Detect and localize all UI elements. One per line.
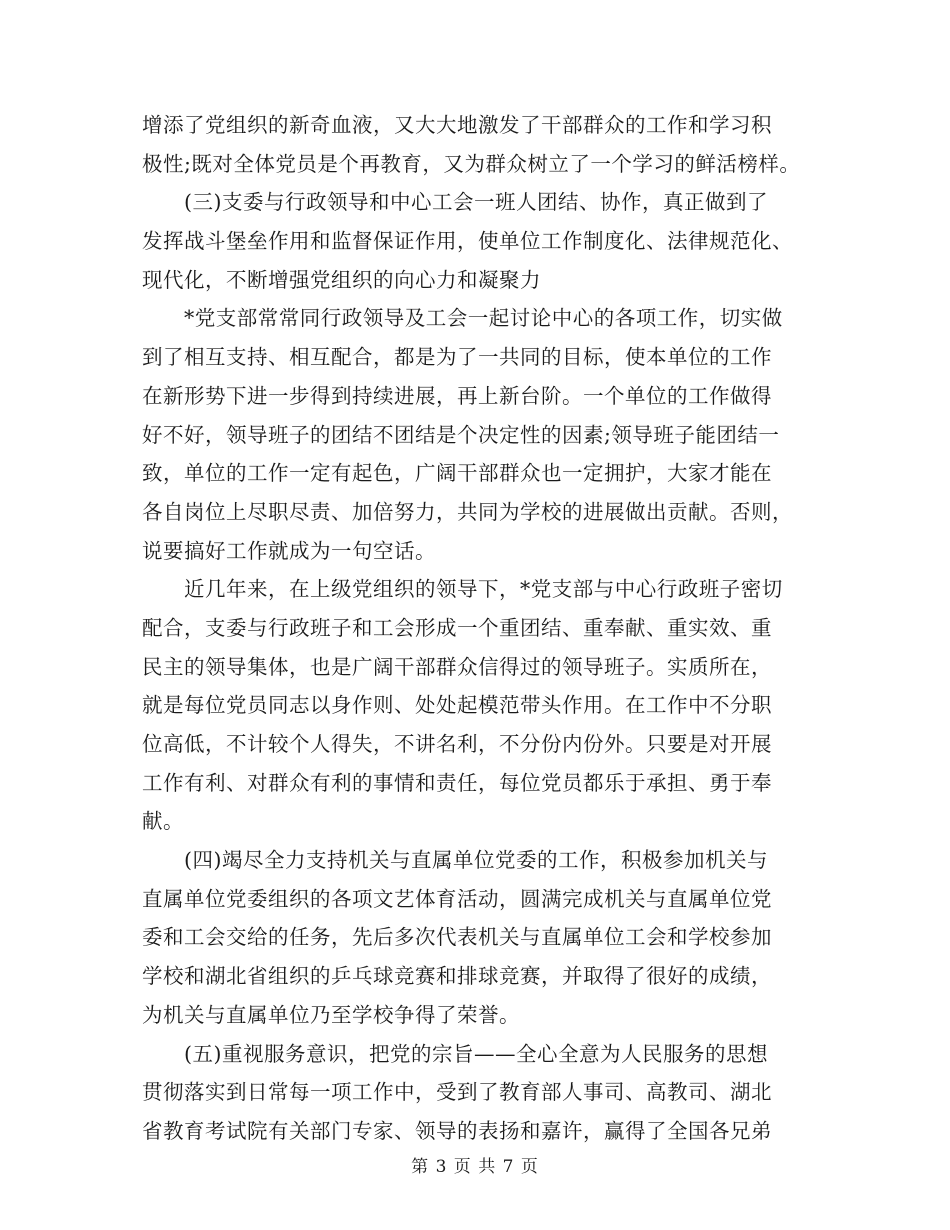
text-line: 省教育考试院有关部门专家、领导的表扬和嘉许，赢得了全国各兄弟 (142, 1118, 772, 1143)
document-body (142, 106, 822, 1151)
text-line: 贯彻落实到日常每一项工作中，受到了教育部人事司、高教司、湖北 (142, 1080, 772, 1105)
text-line: 说要搞好工作就成为一句空话。 (142, 538, 436, 563)
text-line: 为机关与直属单位乃至学校争得了荣誉。 (142, 1002, 520, 1027)
text-line: 发挥战斗堡垒作用和监督保证作用，使单位工作制度化、法律规范化、 (142, 229, 793, 254)
text-line: 委和工会交给的任务，先后多次代表机关与直属单位工会和学校参加 (142, 925, 772, 950)
text-line: 各自岗位上尽职尽责、加倍努力，共同为学校的进展做出贡献。否则， (142, 499, 793, 524)
text-line: 直属单位党委组织的各项文艺体育活动，圆满完成机关与直属单位党 (142, 886, 772, 911)
text-line: 工作有利、对群众有利的事情和责任，每位党员都乐于承担、勇于奉 (142, 770, 772, 795)
text-line: 学校和湖北省组织的乒乓球竞赛和排球竞赛，并取得了很好的成绩， (142, 964, 772, 989)
text-line: 就是每位党员同志以身作则、处处起模范带头作用。在工作中不分职 (142, 693, 772, 718)
text-line: 致，单位的工作一定有起色，广阔干部群众也一定拥护，大家才能在 (142, 461, 772, 486)
text-line: 好不好，领导班子的团结不团结是个决定性的因素;领导班子能团结一 (142, 422, 780, 447)
text-line: 到了相互支持、相互配合，都是为了一共同的目标，使本单位的工作 (142, 345, 772, 370)
text-line: 献。 (142, 809, 184, 834)
text-line: 增添了党组织的新奇血液，又大大地激发了干部群众的工作和学习积 (142, 113, 772, 137)
text-line: 配合，支委与行政班子和工会形成一个重团结、重奉献、重实效、重 (142, 615, 772, 640)
page-number-footer: 第 3 页 共 7 页 (411, 1157, 539, 1177)
text-line: 极性;既对全体党员是个再教育，又为群众树立了一个学习的鲜活榜样。 (142, 151, 801, 176)
text-line: 在新形势下进一步得到持续进展，再上新台阶。一个单位的工作做得 (142, 383, 772, 408)
text-line: 现代化，不断增强党组织的向心力和凝聚力 (142, 267, 541, 292)
text-line: 近几年来，在上级党组织的领导下，*党支部与中心行政班子密切 (142, 577, 783, 602)
text-line: 位高低，不计较个人得失，不讲名利，不分份内份外。只要是对开展 (142, 732, 772, 756)
text-line: (三)支委与行政领导和中心工会一班人团结、协作，真正做到了 (142, 190, 768, 215)
text-line: 民主的领导集体，也是广阔干部群众信得过的领导班子。实质所在， (142, 654, 772, 679)
text-line: (四)竭尽全力支持机关与直属单位党委的工作，积极参加机关与 (142, 848, 768, 873)
text-line: (五)重视服务意识，把党的宗旨——全心全意为人民服务的思想 (142, 1041, 768, 1066)
text-line: *党支部常常同行政领导及工会一起讨论中心的各项工作，切实做 (142, 306, 783, 331)
